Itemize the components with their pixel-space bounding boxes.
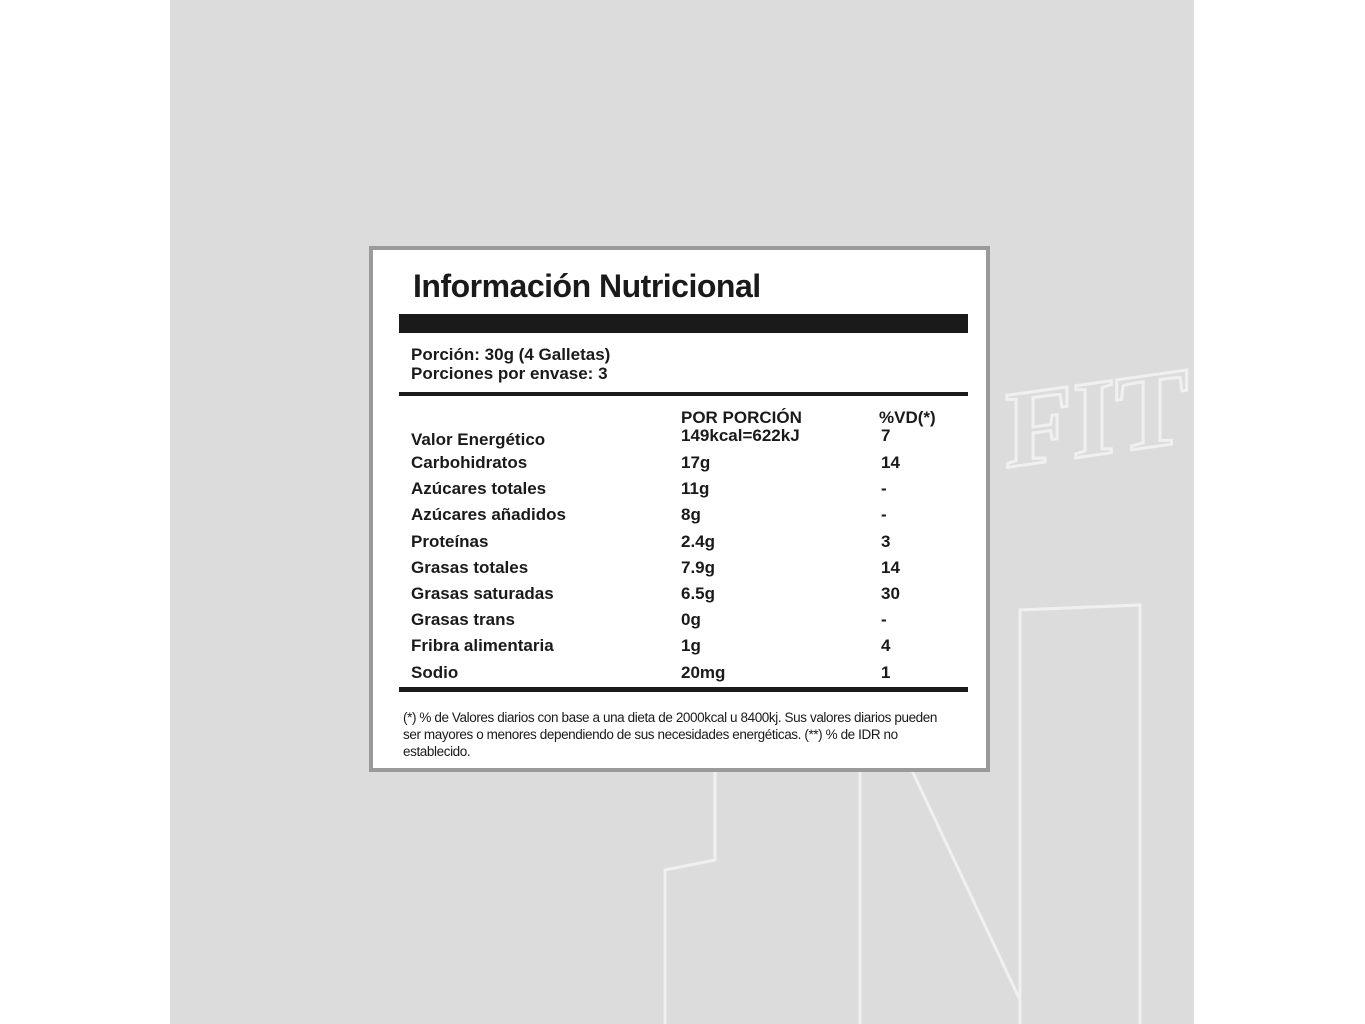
nutrient-per-serving: 0g [681, 610, 701, 630]
watermark-fit-text: FIT [1005, 343, 1189, 492]
product-image-canvas [170, 0, 1194, 1024]
nutrient-per-serving: 6.5g [681, 583, 716, 603]
nutrient-daily-value: 7 [881, 426, 891, 445]
nutrient-per-serving: 11g [681, 479, 710, 499]
nutrient-per-serving: 17g [681, 453, 711, 472]
title-divider-bar [399, 314, 968, 333]
column-header-daily-value: %VD(*) [879, 408, 936, 427]
nutrient-daily-value: 30 [881, 583, 900, 603]
nutrient-name: Fribra alimentaria [411, 636, 554, 656]
nutrient-row [411, 557, 971, 583]
label-footnote: (*) % de Valores diarios con base a una dieta de 2000kcal u 8400kj. Sus valores diarios pueden ser mayores o menores dependiendo de sus necesidades energéticas. (**) % de IDR no establecido. [403, 710, 938, 759]
nutrient-per-serving: 20mg [681, 662, 726, 682]
nutrition-facts-label [369, 246, 990, 772]
nutrient-per-serving: 7.9g [681, 557, 716, 577]
nutrient-name: Grasas saturadas [411, 583, 554, 603]
servings-per-container: Porciones por envase: 3 [411, 364, 608, 383]
nutrient-row [411, 504, 971, 530]
label-title: Información Nutricional [413, 268, 761, 304]
nutrient-daily-value: 4 [881, 636, 891, 656]
nutrient-name: Grasas trans [411, 610, 515, 630]
nutrient-daily-value: 14 [881, 453, 900, 472]
nutrient-row [411, 426, 971, 452]
nutrient-per-serving: 149kcal=622kJ [681, 426, 800, 445]
nutrient-name: Azúcares totales [411, 479, 547, 499]
nutrient-name: Valor Energético [411, 430, 546, 449]
column-header-per-serving: POR PORCIÓN [681, 408, 802, 427]
nutrient-name: Grasas totales [411, 557, 529, 577]
nutrient-row [411, 635, 971, 661]
nutrient-daily-value: - [881, 610, 887, 630]
nutrient-row [411, 452, 971, 478]
nutrient-row [411, 583, 971, 609]
nutrient-daily-value: 14 [881, 557, 900, 577]
nutrient-name: Carbohidratos [411, 453, 528, 472]
nutrient-row [411, 478, 971, 504]
nutrient-name: Proteínas [411, 531, 489, 551]
nutrient-row [411, 531, 971, 557]
nutrient-row [411, 609, 971, 635]
nutrient-per-serving: 8g [681, 505, 701, 525]
nutrient-per-serving: 2.4g [681, 531, 716, 551]
serving-size: Porción: 30g (4 Galletas) [411, 345, 611, 364]
nutrient-daily-value: 3 [881, 531, 891, 551]
nutrient-daily-value: - [881, 505, 887, 525]
nutrient-daily-value: 1 [881, 662, 891, 682]
nutrient-daily-value: - [881, 479, 887, 499]
nutrient-table [411, 426, 971, 688]
serving-divider [399, 392, 968, 396]
serving-info [411, 345, 610, 383]
nutrient-name: Azúcares añadidos [411, 505, 566, 525]
table-bottom-rule [399, 687, 968, 692]
nutrient-name: Sodio [411, 662, 459, 682]
nutrient-row [411, 662, 971, 688]
nutrient-per-serving: 1g [681, 636, 701, 656]
